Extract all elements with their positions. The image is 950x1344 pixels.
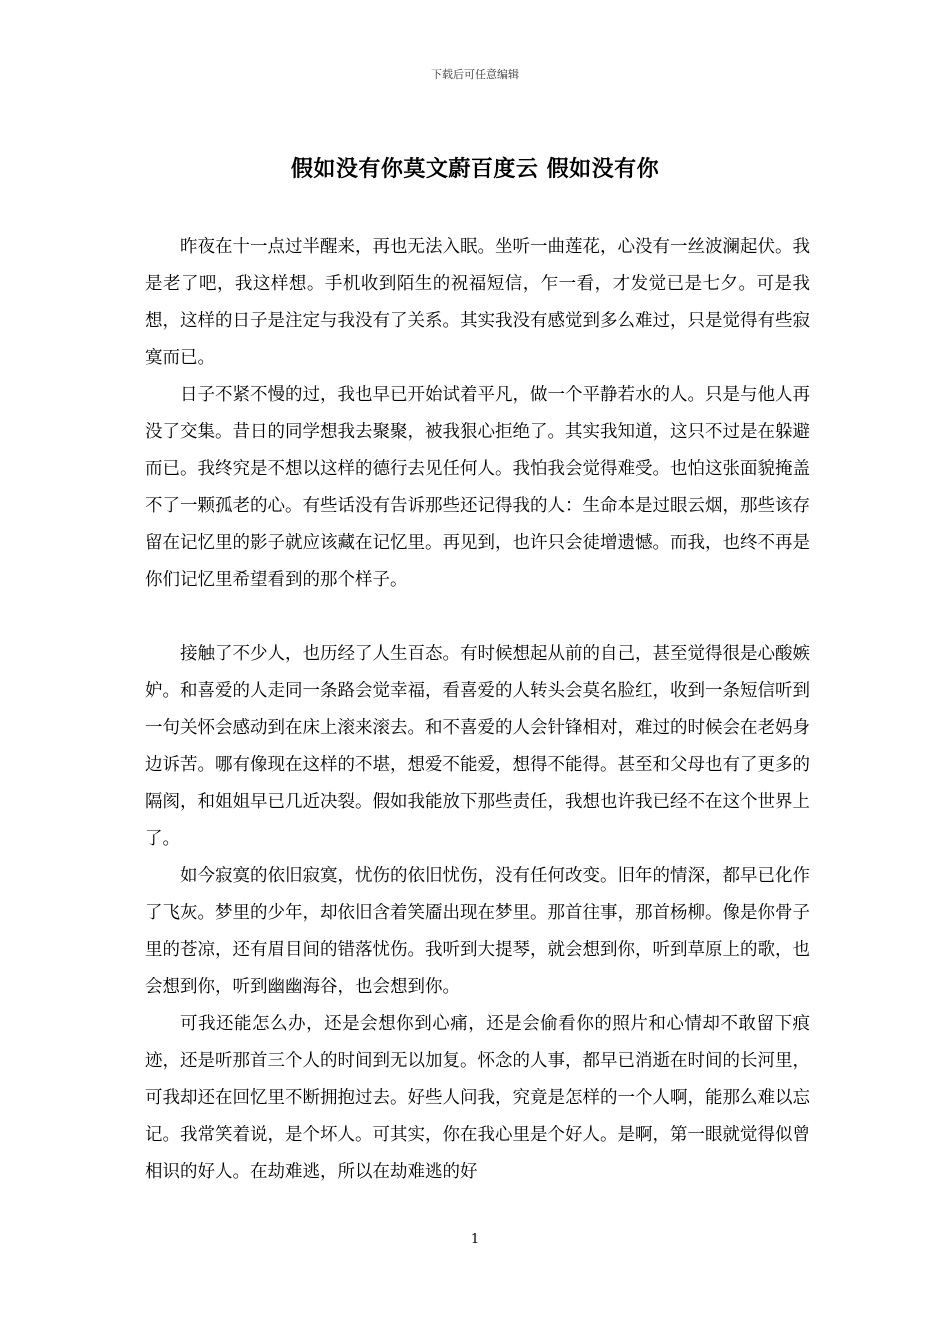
document-body (145, 229, 810, 1191)
paragraph: 如今寂寞的依旧寂寞，忧伤的依旧忧伤，没有任何改变。旧年的情深，都早已化作了飞灰。梦里的少年，却依旧含着笑靥出现在梦里。那首往事，那首杨柳。像是你骨子里的苍凉，还有眉目间的错落忧伤。我听到大提琴，就会想到你，听到草原上的歌，也会想到你，听到幽幽海谷，也会想到你。 (145, 866, 810, 997)
paragraph-gap (145, 599, 810, 636)
paragraph: 昨夜在十一点过半醒来，再也无法入眠。坐听一曲莲花，心没有一丝波澜起伏。我是老了吧，我这样想。手机收到陌生的祝福短信，乍一看，才发觉已是七夕。可是我想，这样的日子是注定与我没有了关系。其实我没有感觉到多么难过，只是觉得有些寂寞而已。 (145, 237, 810, 368)
paragraph: 日子不紧不慢的过，我也早已开始试着平凡，做一个平静若水的人。只是与他人再没了交集。昔日的同学想我去聚聚，被我狠心拒绝了。其实我知道，这只不过是在躲避而已。我终究是不想以这样的德行去见任何人。我怕我会觉得难受。也怕这张面貌掩盖不了一颗孤老的心。有些话没有告诉那些还记得我的人：生命本是过眼云烟，那些该存留在记忆里的影子就应该藏在记忆里。再见到，也许只会徒增遗憾。而我，也终不再是你们记忆里希望看到的那个样子。 (145, 385, 810, 590)
paragraph: 可我还能怎么办，还是会想你到心痛，还是会偷看你的照片和心情却不敢留下痕迹，还是听那首三个人的时间到无以加复。怀念的人事，都早已消逝在时间的长河里，可我却还在回忆里不断拥抱过去。好些人问我，究竟是怎样的一个人啊，能那么难以忘记。我常笑着说，是个坏人。可其实，你在我心里是个好人。是啊，第一眼就觉得似曾相识的好人。在劫难逃，所以在劫难逃的好 (145, 1014, 810, 1182)
header-note: 下载后可任意编辑 (431, 68, 519, 81)
page-number: 1 (470, 1232, 480, 1247)
paragraph: 接触了不少人，也历经了人生百态。有时候想起从前的自己，甚至觉得很是心酸嫉妒。和喜爱的人走同一条路会觉幸福，看喜爱的人转头会莫名脸红，收到一条短信听到一句关怀会感动到在床上滚来滚去。和不喜爱的人会针锋相对，难过的时候会在老妈身边诉苦。哪有像现在这样的不堪，想爱不能爱，想得不能得。甚至和父母也有了更多的隔阂，和姐姐早已几近决裂。假如我能放下那些责任，我想也许我已经不在这个世界上了。 (145, 644, 810, 849)
document-title: 假如没有你莫文蔚百度云 假如没有你 (290, 156, 660, 182)
